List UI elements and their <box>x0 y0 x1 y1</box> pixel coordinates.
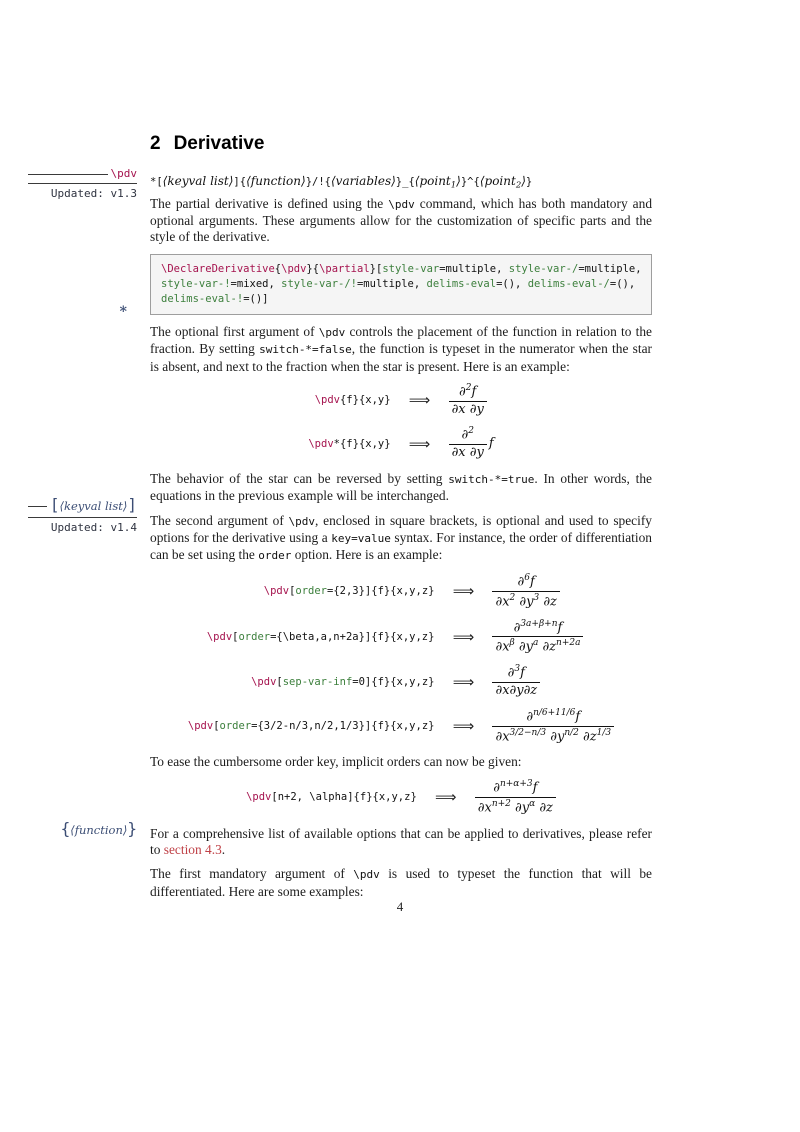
margin-note-function <box>28 819 137 839</box>
updated-version-v13: Updated: v1.3 <box>50 187 137 200</box>
paragraph-function-argument <box>150 866 652 900</box>
code-line <box>161 292 641 307</box>
example-block-implicit <box>150 779 652 816</box>
text-segment: ⟨function⟩ <box>70 823 128 837</box>
text-segment: , the function is typeset in the numerator when the star is absent, and next to the fraction when the star is present. Here is an example: <box>150 341 652 374</box>
example-result <box>492 619 583 656</box>
margin-command-row <box>28 166 137 181</box>
updated-version-v14: Updated: v1.4 <box>50 521 137 534</box>
paragraph-intro <box>150 196 652 246</box>
implies-arrow: ⟹ <box>452 627 475 646</box>
section-heading <box>150 133 652 155</box>
margin-arg-row <box>28 495 137 515</box>
page-number: 4 <box>396 899 404 914</box>
text-segment: \pdv <box>318 325 346 339</box>
text-segment: command, which has both mandatory and optional arguments. These arguments allow for the customization of specific parts and the style of the derivative. <box>150 195 653 245</box>
text-segment: delims-eval-! <box>161 292 244 305</box>
text-segment: }^{ <box>460 176 480 188</box>
text-segment: ⟨variables⟩ <box>330 174 396 188</box>
text-segment: controls the placement of the function in relation to the fraction. By setting <box>150 323 652 357</box>
text-segment: is used to typeset the function that will be differentiated. Here are some examples: <box>150 866 652 899</box>
text-segment: The behavior of the star can be reversed by setting <box>150 470 449 486</box>
denominator: $\partial x^\beta$ $\partial y^a$ $\partial z^{n+2a}$ <box>492 636 583 655</box>
implies-arrow: ⟹ <box>452 672 475 691</box>
section-number: 2 <box>150 133 161 154</box>
text-segment: ⟩ <box>456 174 461 188</box>
code-line <box>161 277 641 292</box>
example-code <box>188 676 435 688</box>
example-result <box>492 664 540 698</box>
example-code <box>188 720 435 732</box>
denominator: $\partial x^{3/2-n/3}$ $\partial y^{n/2}$ $\partial z^{1/3}$ <box>492 726 614 745</box>
text-segment: ⟩ <box>521 174 526 188</box>
text-segment: The second argument of <box>150 512 289 528</box>
text-segment: ⟨function⟩ <box>246 174 306 188</box>
text-segment: ⟨point <box>479 174 516 188</box>
example-code <box>188 585 435 597</box>
text-segment: =(), <box>496 277 528 290</box>
text-segment: ⟨keyval list⟩ <box>59 499 128 513</box>
text-segment: \pdv <box>206 630 233 643</box>
denominator: $\partial x^2$ $\partial y^3$ ∂z <box>492 591 559 610</box>
example-result <box>449 383 489 417</box>
text-segment: ⟨keyval list⟩ <box>162 174 234 188</box>
text-segment: [ <box>276 675 283 688</box>
text-segment: =mixed, <box>230 277 282 290</box>
text-segment: }[ <box>369 262 383 275</box>
numerator: ∂$^{n+\alpha+3}$f <box>493 778 538 796</box>
text-segment: \pdv <box>281 262 307 275</box>
text-segment: =()] <box>243 292 269 305</box>
text-segment: . In other words, the equations in the previous example will be interchanged. <box>150 470 652 504</box>
text-segment: key=value <box>331 532 391 545</box>
denominator: $\partial x^{n+2}$ $\partial y^\alpha$ ∂z <box>475 797 556 816</box>
margin-rule <box>28 183 137 184</box>
example-result <box>449 426 494 460</box>
example-code <box>188 631 435 643</box>
fraction <box>449 383 487 417</box>
margin-note-pdv <box>28 166 137 200</box>
text-segment: *[ <box>150 176 163 188</box>
example-result <box>475 779 556 816</box>
margin-rule <box>28 517 137 518</box>
implies-arrow: ⟹ <box>408 434 431 453</box>
text-segment: 1 <box>450 180 457 191</box>
fraction <box>492 573 559 610</box>
denominator: ∂x ∂y <box>449 444 487 461</box>
text-segment: sep-var-inf <box>282 675 353 688</box>
numerator: ∂$^6$f <box>517 572 535 590</box>
text-segment: switch-*=false <box>259 343 352 357</box>
text-segment: syntax. For instance, the order of differentiation can be set using the <box>150 530 652 563</box>
declare-derivative-code-block <box>150 254 652 315</box>
text-segment: { <box>60 819 71 838</box>
text-segment: To ease the cumbersome order key, implicit orders can now be given: <box>150 754 522 770</box>
text-segment: style-var <box>382 262 440 275</box>
example-code <box>308 394 390 406</box>
paragraph-star-argument <box>150 324 652 375</box>
paragraph-switch-reversed <box>150 471 652 505</box>
main-text-column <box>150 0 652 908</box>
text-segment: [ <box>289 585 296 598</box>
keyval-arg-label <box>50 495 137 515</box>
text-segment: } <box>525 176 533 188</box>
denominator: ∂x∂y∂z <box>492 682 540 699</box>
text-segment: [ <box>232 630 239 643</box>
text-segment: order <box>219 720 252 733</box>
text-segment: [n+2, \alpha]{f}{x,y,z} <box>271 791 417 804</box>
fraction <box>492 619 583 656</box>
text-segment: [ <box>49 495 60 514</box>
implies-arrow: ⟹ <box>452 582 475 601</box>
text-segment: delims-eval-/ <box>527 277 610 290</box>
text-segment: ={\beta,a,n+2a}]{f}{x,y,z} <box>270 630 435 643</box>
leader-line <box>28 174 108 175</box>
text-segment: }/!{ <box>305 176 331 188</box>
text-segment: order <box>295 585 327 598</box>
text-segment: =multiple, <box>356 277 427 290</box>
text-segment: \pdv <box>308 437 334 450</box>
text-segment: *{f}{x,y} <box>333 437 391 450</box>
numerator: ∂$^2$ <box>461 426 474 443</box>
text-segment: \partial <box>319 262 370 275</box>
text-segment: ={2,3}]{f}{x,y,z} <box>327 585 435 598</box>
text-segment: \pdv <box>187 720 214 733</box>
text-segment: \pdv <box>388 197 415 211</box>
text-segment: ]{ <box>233 176 247 188</box>
text-segment: delims-eval <box>426 277 497 290</box>
text-segment: option. Here is an example: <box>291 547 443 563</box>
text-segment: }{ <box>306 262 320 275</box>
example-block-order <box>150 573 652 745</box>
paragraph-ease-order <box>150 754 652 770</box>
text-segment: The first mandatory argument of <box>150 866 354 882</box>
text-segment: \pdv <box>246 791 272 804</box>
example-result <box>492 708 614 745</box>
example-code <box>308 438 390 450</box>
text-segment: order <box>258 549 292 563</box>
text-segment: \pdv <box>263 585 290 598</box>
numerator: ∂$^{3a+\beta+n}$f <box>513 618 563 635</box>
text-segment: style-var-/! <box>281 277 357 290</box>
implies-arrow: ⟹ <box>408 391 431 410</box>
code-line <box>161 262 641 277</box>
fraction <box>449 426 487 460</box>
text-segment: ] <box>127 495 137 514</box>
fraction <box>492 664 540 698</box>
margin-note-keyval <box>28 495 137 534</box>
text-segment: 2 <box>515 180 522 191</box>
function-arg-label <box>61 821 137 838</box>
text-segment: ⟨point <box>414 174 451 188</box>
numerator: ∂$^2$f <box>459 382 477 400</box>
text-segment: , enclosed in square brackets, is optional and used to specify options for the derivative using a <box>150 512 652 545</box>
fraction <box>492 708 614 745</box>
text-segment: =multiple, <box>578 262 642 275</box>
text-segment: For a comprehensive list of available options that can be applied to derivatives, please refer to <box>150 825 652 858</box>
example-block-star <box>150 383 652 461</box>
text-segment: =(), <box>609 277 636 290</box>
text-segment: {f}{x,y} <box>339 394 391 407</box>
text-segment: \pdv <box>314 394 340 407</box>
text-segment: \pdv <box>251 675 277 688</box>
implies-arrow: ⟹ <box>452 717 475 736</box>
text-segment: \DeclareDerivative <box>161 262 275 275</box>
text-segment: \pdv <box>288 514 316 528</box>
text-segment: =0]{f}{x,y,z} <box>352 675 435 688</box>
text-segment: style-var-! <box>161 277 231 290</box>
implies-arrow: ⟹ <box>435 788 457 807</box>
pdv-command-label: \pdv <box>110 167 137 180</box>
denominator: ∂x ∂y <box>449 401 487 418</box>
text-segment: } <box>127 819 137 838</box>
text-segment: =multiple, <box>439 262 509 275</box>
example-result <box>492 573 559 610</box>
paragraph-options-reference <box>150 826 652 859</box>
leader-line <box>28 506 47 507</box>
section-title: Derivative <box>173 133 265 154</box>
paragraph-keyval-argument <box>150 513 652 565</box>
text-segment: { <box>274 262 282 275</box>
example-code <box>246 791 417 803</box>
text-segment: switch-*=true <box>448 472 535 486</box>
text-segment: }_{ <box>395 176 415 188</box>
numerator: ∂$^{n/6+11/6}$f <box>526 707 581 725</box>
text-segment: [ <box>213 720 220 733</box>
text-segment: order <box>238 630 271 643</box>
fraction <box>475 779 556 816</box>
text-segment: The partial derivative is defined using the <box>150 195 389 211</box>
numerator: ∂$^3$f <box>507 664 525 681</box>
post-factor: f <box>488 436 494 452</box>
text-segment: The optional first argument of <box>150 323 319 339</box>
text-segment: . <box>221 842 226 858</box>
section-4-3-link[interactable]: section 4.3 <box>163 842 222 858</box>
margin-star: * <box>119 304 127 320</box>
text-segment: \pdv <box>353 868 380 882</box>
pdv-syntax-line <box>150 174 652 191</box>
text-segment: ={3/2-n/3,n/2,1/3}]{f}{x,y,z} <box>251 720 435 733</box>
text-segment: style-var-/ <box>508 262 579 275</box>
